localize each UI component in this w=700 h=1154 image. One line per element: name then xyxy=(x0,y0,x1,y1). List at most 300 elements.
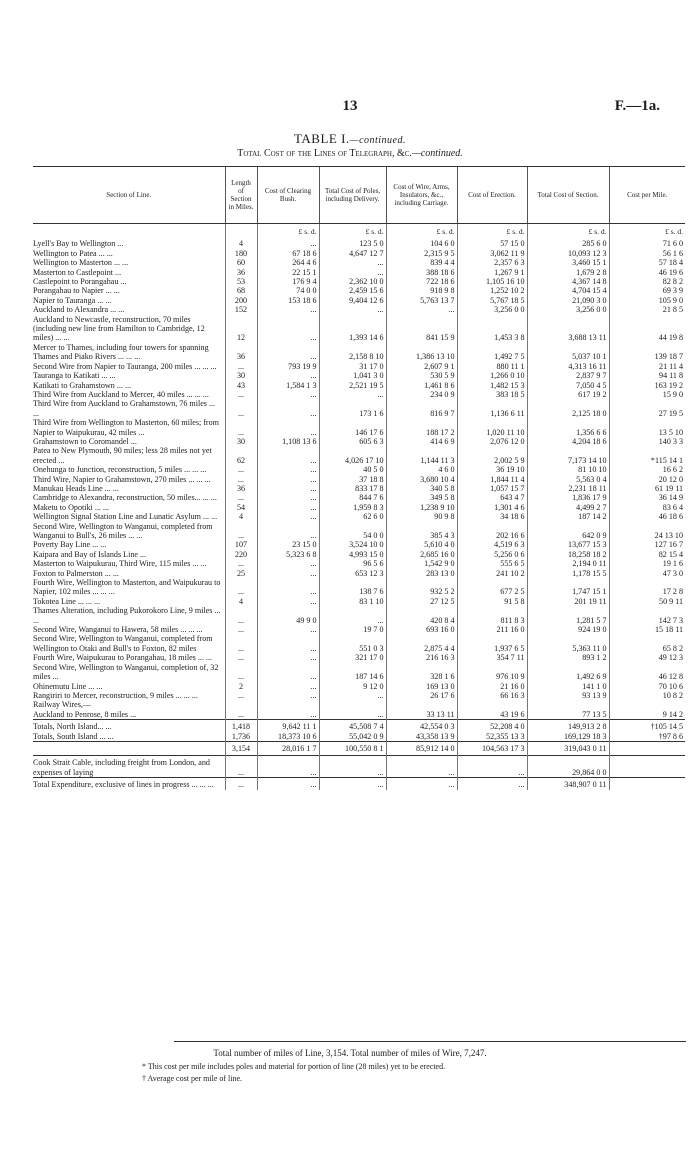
table-row xyxy=(33,475,685,484)
cost-cell: 81 10 10 xyxy=(527,465,609,474)
cost-cell: 62 6 0 xyxy=(319,512,386,521)
cost-cell: 1,492 6 9 xyxy=(527,663,609,682)
cost-cell: 893 1 2 xyxy=(527,653,609,662)
cost-cell: 1,482 15 3 xyxy=(457,381,527,390)
section-name: Masterton to Waipukurau, Third Wire, 115 miles ... ... xyxy=(33,559,207,569)
cost-cell: 7,173 14 10 xyxy=(527,446,609,465)
section-name: Auckland to Alexandra ... ... xyxy=(33,305,125,315)
header-total: Total Cost of Section. xyxy=(527,167,609,224)
cost-cell: 15 18 11 xyxy=(609,625,685,634)
cost-cell: ... xyxy=(319,390,386,399)
cost-cell xyxy=(609,700,685,709)
table-row xyxy=(33,268,685,277)
cost-cell: 1,057 15 7 xyxy=(457,484,527,493)
cost-cell: ... xyxy=(257,371,319,380)
cost-cell: 605 6 3 xyxy=(319,437,386,446)
table-title-text: TABLE I. xyxy=(294,131,350,146)
table-row xyxy=(33,315,685,343)
cost-cell: 31 17 0 xyxy=(319,362,386,371)
cost-cell: 13 5 10 xyxy=(609,418,685,437)
cost-cell: 180 xyxy=(225,249,257,258)
table-row xyxy=(33,710,685,720)
cost-cell: 924 19 0 xyxy=(527,625,609,634)
cost-cell: 138 7 6 xyxy=(319,578,386,597)
cost-cell: 85,912 14 0 xyxy=(386,741,457,755)
cost-cell: 1,584 1 3 xyxy=(257,381,319,390)
section-name: Auckland to Penrose, 8 miles ... xyxy=(33,709,137,719)
section-name: Maketu to Opotiki ... ... xyxy=(33,502,109,512)
units-row xyxy=(33,224,685,240)
section-name: Railway Wires,— xyxy=(33,700,91,710)
table-body xyxy=(33,224,685,790)
cost-cell: 93 13 9 xyxy=(527,691,609,700)
section-name: Foxton to Palmerston ... ... xyxy=(33,568,119,578)
cost-cell: 30 xyxy=(225,437,257,446)
cost-cell: 27 12 5 xyxy=(386,597,457,606)
table-row xyxy=(33,653,685,662)
telegraph-cost-table xyxy=(33,166,685,790)
totals-row xyxy=(33,720,685,732)
section-name: Auckland to Newcastle, reconstruction, 70 miles (including new line from Hamilton to Cambridge, 12 miles) ... ... xyxy=(33,314,205,343)
cost-cell: 642 0 9 xyxy=(527,522,609,541)
cost-cell: 52,355 13 3 xyxy=(457,732,527,742)
cost-cell: ... xyxy=(319,756,386,778)
cost-cell xyxy=(319,700,386,709)
table-row xyxy=(33,606,685,625)
cost-cell: 26 17 6 xyxy=(386,691,457,700)
cost-cell: 2,002 5 9 xyxy=(457,446,527,465)
header-clearing: Cost of Clearing Bush. xyxy=(257,167,319,224)
cost-cell: 5,323 6 8 xyxy=(257,550,319,559)
cost-cell: ... xyxy=(257,503,319,512)
cost-cell: 1,356 6 6 xyxy=(527,418,609,437)
section-name: Castlepoint to Porangahau ... xyxy=(33,277,127,287)
cost-cell xyxy=(386,700,457,709)
table-row xyxy=(33,484,685,493)
cost-cell: ... xyxy=(257,691,319,700)
cost-cell: 833 17 8 xyxy=(319,484,386,493)
section-name: Third Wire from Wellington to Masterton, 60 miles; from Napier to Waipukurau, 42 miles ... xyxy=(33,418,219,437)
cost-cell: 19 1 6 xyxy=(609,559,685,568)
cost-cell: 216 16 3 xyxy=(386,653,457,662)
cost-cell: 4 xyxy=(225,512,257,521)
cost-cell: 61 19 11 xyxy=(609,484,685,493)
cost-cell: ... xyxy=(225,522,257,541)
cost-cell: 45,508 7 4 xyxy=(319,720,386,732)
cost-cell: 1,267 9 1 xyxy=(457,268,527,277)
cost-cell: 62 xyxy=(225,446,257,465)
cost-cell: 4,367 14 8 xyxy=(527,277,609,286)
cost-cell: 43 xyxy=(225,381,257,390)
cost-cell: 1,105 16 10 xyxy=(457,277,527,286)
cost-cell: 348,907 0 11 xyxy=(527,778,609,790)
section-name: Third Wire from Auckland to Grahamstown, 76 miles ... ... xyxy=(33,399,216,418)
cost-cell: ... xyxy=(319,606,386,625)
cost-cell: 1,238 9 10 xyxy=(386,503,457,512)
cost-cell: 677 2 5 xyxy=(457,578,527,597)
cost-cell: 1,301 4 6 xyxy=(457,503,527,512)
table-row xyxy=(33,493,685,502)
cost-cell: 555 6 5 xyxy=(457,559,527,568)
cost-cell: 43,358 13 9 xyxy=(386,732,457,742)
cost-cell: 153 18 6 xyxy=(257,296,319,305)
header-erection: Cost of Erection. xyxy=(457,167,527,224)
table-row xyxy=(33,578,685,597)
table-row xyxy=(33,503,685,512)
cost-cell: ... xyxy=(257,710,319,720)
section-name: Totals, South Island ... ... xyxy=(33,731,114,741)
cost-cell: 56 1 6 xyxy=(609,249,685,258)
cost-cell: 28,016 1 7 xyxy=(257,741,319,755)
cost-cell: 4,704 15 4 xyxy=(527,286,609,295)
cost-cell: 2,459 15 6 xyxy=(319,286,386,295)
cost-cell: 71 6 0 xyxy=(609,239,685,248)
cost-cell: 96 5 6 xyxy=(319,559,386,568)
cost-cell: 57 15 0 xyxy=(457,239,527,248)
header-wire: Cost of Wire, Arms, Insulators, &c., including Carriage. xyxy=(386,167,457,224)
table-row xyxy=(33,343,685,362)
section-name: Kaipara and Bay of Islands Line ... xyxy=(33,549,147,559)
units-cell: £ s. d. xyxy=(319,224,386,240)
cost-cell: 5,563 0 4 xyxy=(527,475,609,484)
cost-cell: 1,178 15 5 xyxy=(527,569,609,578)
cost-cell: ... xyxy=(225,663,257,682)
cost-cell: 69 3 9 xyxy=(609,286,685,295)
cost-cell: ... xyxy=(386,756,457,778)
units-cell: £ s. d. xyxy=(386,224,457,240)
cost-cell: ... xyxy=(319,258,386,267)
table-row xyxy=(33,258,685,267)
cost-cell: ... xyxy=(225,559,257,568)
section-name: Tokotea Line ... ... ... xyxy=(33,596,101,606)
cost-cell: 105 9 0 xyxy=(609,296,685,305)
header-per-mile: Cost per Mile. xyxy=(609,167,685,224)
cost-cell: 82 15 4 xyxy=(609,550,685,559)
cost-cell: 1,836 17 9 xyxy=(527,493,609,502)
cost-cell: 1,959 8 3 xyxy=(319,503,386,512)
cost-cell: 37 18 8 xyxy=(319,475,386,484)
cost-cell: 234 0 9 xyxy=(386,390,457,399)
cost-cell: 932 5 2 xyxy=(386,578,457,597)
table-row xyxy=(33,437,685,446)
cost-cell: 19 7 0 xyxy=(319,625,386,634)
cost-cell: 2,521 19 5 xyxy=(319,381,386,390)
cost-cell: 91 5 8 xyxy=(457,597,527,606)
cost-cell: 2,125 18 0 xyxy=(527,399,609,418)
table-row xyxy=(33,286,685,295)
cost-cell: 551 0 3 xyxy=(319,634,386,653)
cost-cell: 2 xyxy=(225,682,257,691)
section-name: Patea to New Plymouth, 90 miles; less 28 miles not yet erected ... xyxy=(33,446,212,465)
section-name: Thames Alteration, including Pukorokoro Line, 9 miles ... ... xyxy=(33,606,221,625)
cost-cell: 13,677 15 3 xyxy=(527,540,609,549)
cost-cell: 3,256 0 0 xyxy=(457,305,527,314)
cost-cell: 60 xyxy=(225,258,257,267)
cost-cell: 49 12 3 xyxy=(609,653,685,662)
table-row xyxy=(33,569,685,578)
cost-cell: 140 3 3 xyxy=(609,437,685,446)
cost-cell: 2,875 4 4 xyxy=(386,634,457,653)
cost-cell: 3,062 11 9 xyxy=(457,249,527,258)
table-row xyxy=(33,465,685,474)
cost-cell: ... xyxy=(225,578,257,597)
cost-cell: 9,642 11 1 xyxy=(257,720,319,732)
cost-cell: ... xyxy=(257,399,319,418)
cost-cell: 149,913 2 8 xyxy=(527,720,609,732)
cost-cell: 10 8 2 xyxy=(609,691,685,700)
cost-cell: 2,158 8 10 xyxy=(319,343,386,362)
cost-cell: 53 xyxy=(225,277,257,286)
cost-cell: 2,076 12 0 xyxy=(457,437,527,446)
cost-cell: 844 7 6 xyxy=(319,493,386,502)
cost-cell: ... xyxy=(457,756,527,778)
cost-cell: 5,037 10 1 xyxy=(527,343,609,362)
cost-cell: 21 8 5 xyxy=(609,305,685,314)
cost-cell: 793 19 9 xyxy=(257,362,319,371)
cost-cell: 5,767 18 5 xyxy=(457,296,527,305)
table-title xyxy=(0,131,700,147)
cost-cell: 9 14 2 xyxy=(609,710,685,720)
cost-cell: *115 14 1 xyxy=(609,446,685,465)
cost-cell: 349 5 8 xyxy=(386,493,457,502)
cost-cell: 30 xyxy=(225,371,257,380)
cost-cell: 5,256 0 6 xyxy=(457,550,527,559)
cost-cell: 104 6 0 xyxy=(386,239,457,248)
cost-cell: ... xyxy=(257,578,319,597)
table-row xyxy=(33,691,685,700)
header-section: Section of Line. xyxy=(33,167,225,224)
section-name: Second Wire, Wellington to Wanganui, completed from Wellington to Otaki and Bull's to Foxton, 82 miles xyxy=(33,634,213,653)
units-cell: £ s. d. xyxy=(457,224,527,240)
cost-cell: 67 18 6 xyxy=(257,249,319,258)
cost-cell: 83 6 4 xyxy=(609,503,685,512)
cost-cell: 24 13 10 xyxy=(609,522,685,541)
cost-cell: ... xyxy=(386,778,457,790)
units-cell: £ s. d. xyxy=(609,224,685,240)
cost-cell: 83 1 10 xyxy=(319,597,386,606)
cost-cell: 1,393 14 6 xyxy=(319,315,386,343)
cost-cell: ... xyxy=(257,778,319,790)
cost-cell: 200 xyxy=(225,296,257,305)
cost-cell: 36 14 9 xyxy=(609,493,685,502)
cost-cell: 104,563 17 3 xyxy=(457,741,527,755)
cost-cell: 530 5 9 xyxy=(386,371,457,380)
cost-cell: 1,844 11 4 xyxy=(457,475,527,484)
cost-cell: ... xyxy=(386,305,457,314)
cost-cell: 36 xyxy=(225,268,257,277)
cost-cell: 1,136 6 11 xyxy=(457,399,527,418)
cost-cell: 4,993 15 0 xyxy=(319,550,386,559)
cost-cell: ... xyxy=(257,484,319,493)
cost-cell: 100,550 8 1 xyxy=(319,741,386,755)
cost-cell: 816 9 7 xyxy=(386,399,457,418)
cost-cell: 152 xyxy=(225,305,257,314)
cost-cell: 46 18 6 xyxy=(609,512,685,521)
cost-cell: 36 19 10 xyxy=(457,465,527,474)
cost-cell: 74 0 0 xyxy=(257,286,319,295)
section-name: Cook Strait Cable, including freight from London, and expenses of laying xyxy=(33,756,225,778)
cost-cell xyxy=(257,700,319,709)
table-row xyxy=(33,550,685,559)
section-name: Napier to Tauranga ... ... xyxy=(33,295,112,305)
cost-cell: ... xyxy=(257,418,319,437)
cost-cell: ... xyxy=(257,569,319,578)
table-row xyxy=(33,239,685,248)
cost-cell: 1,937 6 5 xyxy=(457,634,527,653)
cost-cell: 321 17 0 xyxy=(319,653,386,662)
table-row xyxy=(33,371,685,380)
cost-cell: 201 19 11 xyxy=(527,597,609,606)
cost-cell: 127 16 7 xyxy=(609,540,685,549)
cost-cell: 33 13 11 xyxy=(386,710,457,720)
section-name: Cambridge to Alexandra, reconstruction, 50 miles... ... ... xyxy=(33,493,217,503)
grand-total-row xyxy=(33,741,685,755)
cost-cell: 388 18 6 xyxy=(386,268,457,277)
section-name: Second Wire, Wellington to Wanganui, completion of, 32 miles ... xyxy=(33,662,219,682)
cost-cell: 42,554 0 3 xyxy=(386,720,457,732)
cost-cell: 54 xyxy=(225,503,257,512)
cost-cell: ... xyxy=(225,362,257,371)
section-name: Poverty Bay Line ... ... xyxy=(33,540,107,550)
cost-cell: 241 10 2 xyxy=(457,569,527,578)
table-row xyxy=(33,296,685,305)
cost-cell: 839 4 4 xyxy=(386,258,457,267)
section-name: Wellington to Masterton ... ... xyxy=(33,258,129,268)
section-name: Porangahau to Napier ... ... xyxy=(33,286,120,296)
cost-cell: ... xyxy=(225,625,257,634)
cost-cell: 264 4 6 xyxy=(257,258,319,267)
cost-cell: 1,281 5 7 xyxy=(527,606,609,625)
cost-cell: 70 10 6 xyxy=(609,682,685,691)
table-row xyxy=(33,559,685,568)
table-row xyxy=(33,277,685,286)
table-row xyxy=(33,512,685,521)
cost-cell: 3,688 13 11 xyxy=(527,315,609,343)
cost-cell: 40 5 0 xyxy=(319,465,386,474)
cost-cell: 202 16 6 xyxy=(457,522,527,541)
section-name: Ohinemutu Line ... ... xyxy=(33,681,103,691)
cost-cell: 1,461 8 6 xyxy=(386,381,457,390)
cost-cell: 1,747 15 1 xyxy=(527,578,609,597)
cost-cell: ... xyxy=(225,399,257,418)
section-name: Second Wire, Wellington to Wanganui, completed from Wanganui to Bull's, 26 miles ... ... xyxy=(33,521,213,540)
cost-cell: 4 xyxy=(225,239,257,248)
cost-cell: 285 6 0 xyxy=(527,239,609,248)
footnote-star: * This cost per mile includes poles and material for portion of line (28 miles) yet to be erected. xyxy=(142,1062,446,1071)
cost-cell: 354 7 11 xyxy=(457,653,527,662)
cost-cell: 66 16 3 xyxy=(457,691,527,700)
cost-cell xyxy=(609,778,685,790)
cost-cell: 54 0 0 xyxy=(319,522,386,541)
section-name: Wellington to Patea ... ... xyxy=(33,248,113,258)
table-title-continued: —continued. xyxy=(349,135,406,146)
cost-cell: ... xyxy=(457,778,527,790)
cost-cell: ... xyxy=(257,756,319,778)
cost-cell: ... xyxy=(225,756,257,778)
cost-cell: 1,418 xyxy=(225,720,257,732)
cost-cell: ... xyxy=(225,778,257,790)
cost-cell: 1,108 13 6 xyxy=(257,437,319,446)
cost-cell: ... xyxy=(257,663,319,682)
cost-cell: 1,453 3 8 xyxy=(457,315,527,343)
cost-cell: 340 5 8 xyxy=(386,484,457,493)
cost-cell: 12 xyxy=(225,315,257,343)
cost-cell: 414 6 9 xyxy=(386,437,457,446)
cost-cell: 15 9 0 xyxy=(609,390,685,399)
cost-cell xyxy=(457,700,527,709)
cost-cell: ... xyxy=(225,418,257,437)
cost-cell: 3,524 10 0 xyxy=(319,540,386,549)
cost-cell: ... xyxy=(319,710,386,720)
cost-cell: 841 15 9 xyxy=(386,315,457,343)
section-name: Fourth Wire, Wellington to Masterton, and Waipukurau to Napier, 102 miles ... ... ... xyxy=(33,578,221,597)
cost-cell: 52,208 4 0 xyxy=(457,720,527,732)
cost-cell: 2,607 9 1 xyxy=(386,362,457,371)
cost-cell: 23 15 0 xyxy=(257,540,319,549)
cost-cell: 1,144 11 3 xyxy=(386,446,457,465)
section-name: Second Wire, Wanganui to Hawera, 58 miles ... ... ... xyxy=(33,625,203,635)
cost-cell: 3,460 15 1 xyxy=(527,258,609,267)
cost-cell: 25 xyxy=(225,569,257,578)
section-name: Second Wire from Napier to Tauranga, 200 miles ... ... ... xyxy=(33,361,217,371)
cost-cell: ... xyxy=(225,493,257,502)
units-cell xyxy=(225,224,257,240)
cost-cell: 2,837 9 7 xyxy=(527,371,609,380)
cost-cell: 2,315 9 5 xyxy=(386,249,457,258)
cost-cell: 693 16 0 xyxy=(386,625,457,634)
cost-cell: 90 9 8 xyxy=(386,512,457,521)
cost-cell: 2,362 10 0 xyxy=(319,277,386,286)
cost-cell: 123 5 0 xyxy=(319,239,386,248)
section-name: Grahamstown to Coromandel ... xyxy=(33,436,137,446)
document-reference: F.—1a. xyxy=(614,98,660,114)
cost-cell: 169,129 18 3 xyxy=(527,732,609,742)
section-name: Tauranga to Katikati ... ... xyxy=(33,371,116,381)
header-row xyxy=(33,167,685,224)
cost-cell: ... xyxy=(257,446,319,465)
section-name: Mercer to Thames, including four towers for spanning Thames and Piako Rivers ... ... ... xyxy=(33,342,209,362)
cost-cell xyxy=(609,756,685,778)
cost-cell: 20 12 0 xyxy=(609,475,685,484)
cost-cell: 5,763 13 7 xyxy=(386,296,457,305)
cost-cell: ... xyxy=(257,597,319,606)
section-name: Wellington Signal Station Line and Lunatic Asylum ... ... xyxy=(33,512,218,522)
cost-cell: 617 19 2 xyxy=(527,390,609,399)
cost-cell: 643 4 7 xyxy=(457,493,527,502)
table-row xyxy=(33,381,685,390)
cost-cell: †97 8 6 xyxy=(609,732,685,742)
cost-cell: ... xyxy=(319,778,386,790)
cost-cell: 77 13 5 xyxy=(527,710,609,720)
cost-cell: 385 4 3 xyxy=(386,522,457,541)
cost-cell: 18,373 10 6 xyxy=(257,732,319,742)
cost-cell: ... xyxy=(225,606,257,625)
section-name: Total Expenditure, exclusive of lines in progress ... ... ... xyxy=(33,778,225,790)
cost-cell: 1,679 2 8 xyxy=(527,268,609,277)
cost-cell: 7,050 4 5 xyxy=(527,381,609,390)
table-row xyxy=(33,522,685,541)
cost-cell: 187 14 2 xyxy=(527,512,609,521)
cost-cell: 9 12 0 xyxy=(319,682,386,691)
cost-cell: 46 12 8 xyxy=(609,663,685,682)
cost-cell: 1,266 0 10 xyxy=(457,371,527,380)
units-cell xyxy=(33,224,225,240)
cost-cell: 49 9 0 xyxy=(257,606,319,625)
totals-row xyxy=(33,732,685,742)
cost-cell: ... xyxy=(225,634,257,653)
section-name: Totals, North Island... ... xyxy=(33,720,225,732)
cost-cell: ... xyxy=(319,305,386,314)
